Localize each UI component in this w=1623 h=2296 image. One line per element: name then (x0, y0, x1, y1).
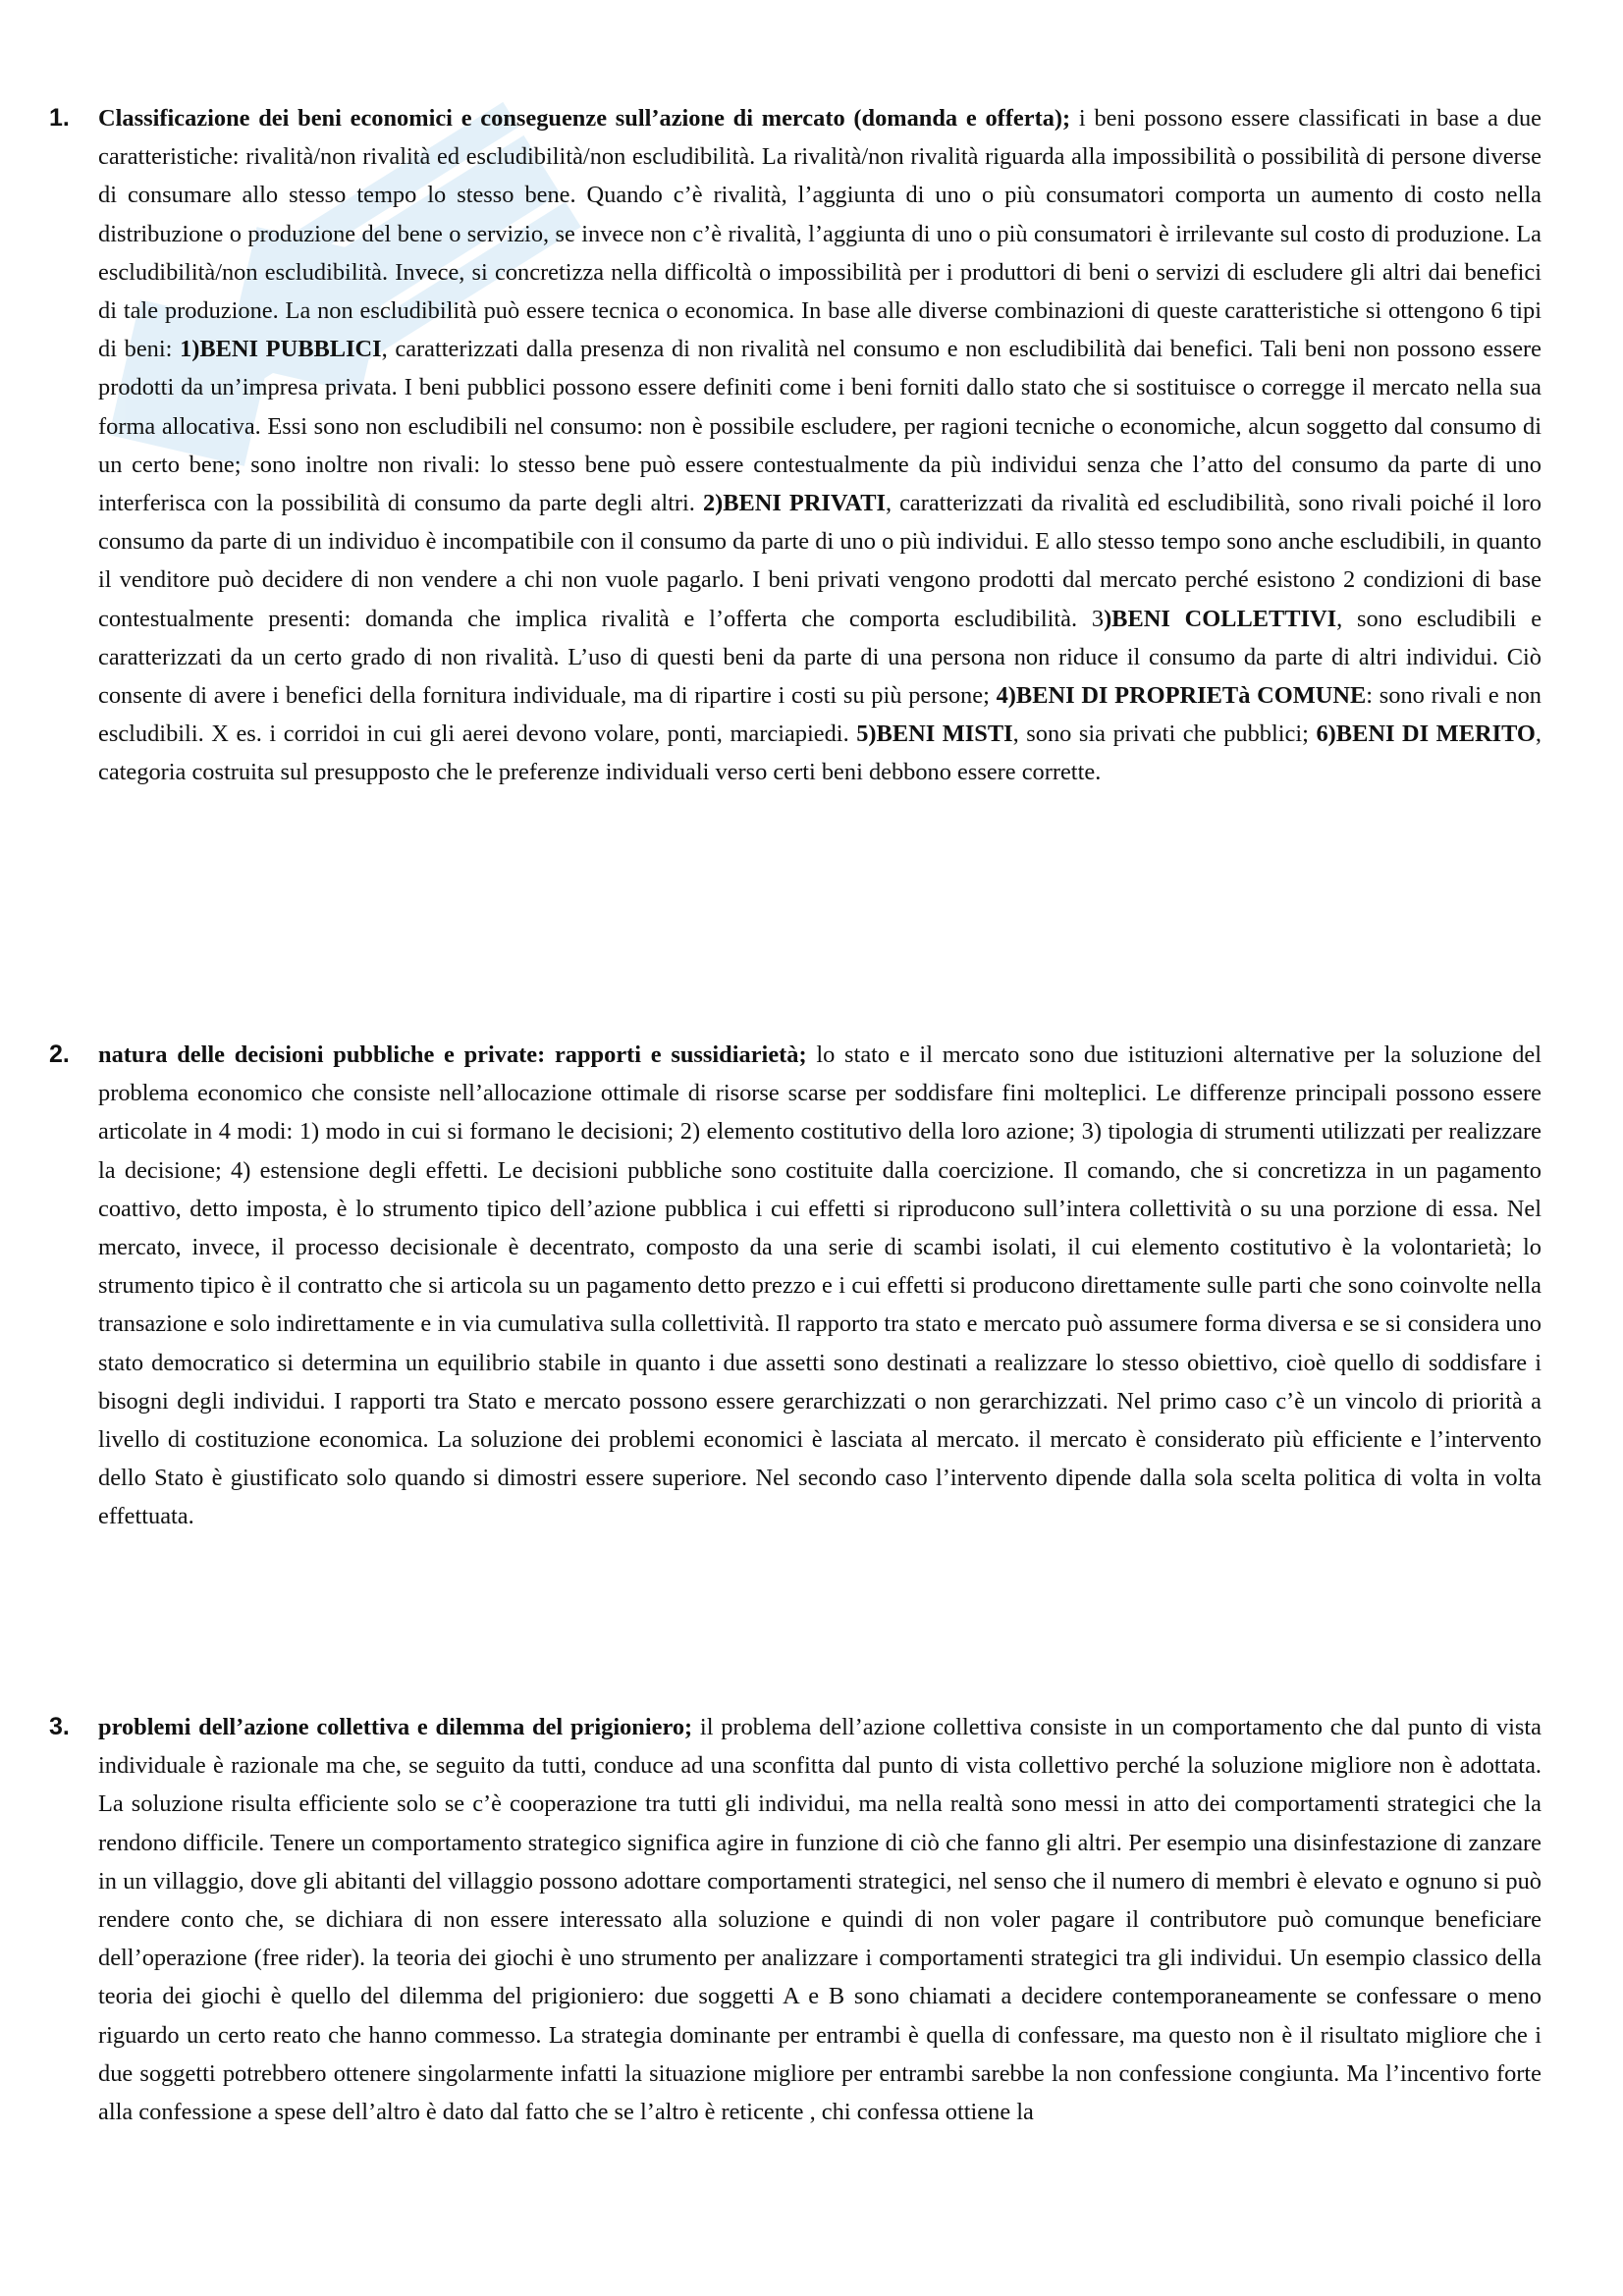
body-text: i beni possono essere classificati in base a due caratteristiche: rivalità/non rivalità ed escludibilità/non escludibilità. La rivalità/non rivalità riguarda alla impossibilità o possibilità di persone diverse di consumare allo stesso tempo lo stesso bene. Quando c’è rivalità, l’aggiunta di uno o più consumatori comporta un aumento di costo nella distribuzione o produzione del bene o servizio, se invece non c’è rivalità, l’aggiunta di uno o più consumatori è irrilevante sul costo di produzione. La escludibilità/non escludibilità. Invece, si concretizza nella difficoltà o impossibilità per i produttori di beni o servizi di escludere gli altri dai benefici di tale produzione. La non escludibilità può essere tecnica o economica. In base alle diverse combinazioni di queste caratteristiche si ottengono 6 tipi di beni: (98, 105, 1542, 363)
section-1 (49, 99, 1542, 792)
section-3-text (98, 1708, 1542, 2131)
bold-heading-text: 1)BENI PUBBLICI (180, 336, 382, 363)
bold-heading-text: 5)BENI MISTI (856, 721, 1013, 748)
section-2-text (98, 1036, 1542, 1536)
bold-heading-text: natura delle decisioni pubbliche e private: rapporti e sussidiarietà; (98, 1041, 807, 1068)
bold-heading-text: Classificazione dei beni economici e conseguenze sull’azione di mercato (domanda e offerta); (98, 105, 1071, 132)
body-text: , categoria costruita sul presupposto che le preferenze individuali verso certi beni debbono essere corrette. (98, 721, 1542, 786)
body-text: lo stato e il mercato sono due istituzioni alternative per la soluzione del problema economico che consiste nell’allocazione ottimale di risorse scarse per soddisfare fini molteplici. Le differenze principali possono essere articolate in 4 modi: 1) modo in cui si formano le decisioni; 2) elemento costitutivo della loro azione; 3) tipologia di strumenti utilizzati per realizzare la decisione; 4) estensione degli effetti. Le decisioni pubbliche sono costituite dalla coercizione. Il comando, che si concretizza in un pagamento coattivo, detto imposta, è lo strumento tipico dell’azione pubblica i cui effetti si riproducono sull’intera collettività o su una porzione di essa. Nel mercato, invece, il processo decisionale è decentrato, composto da una serie di scambi isolati, il cui elemento costitutivo è la volontarietà; lo strumento tipico è il contratto che si articola su un pagamento detto prezzo e i cui effetti si producono direttamente sulle parti che sono coinvolte nella transazione e solo indirettamente e in via cumulativa sulla collettività. Il rapporto tra stato e mercato può assumere forma diversa e se si considera uno stato democratico si determina un equilibrio stabile in quanto i due assetti sono destinati a realizzare lo stesso obiettivo, cioè quello di soddisfare i bisogni degli individui. I rapporti tra Stato e mercato possono essere gerarchizzati o non gerarchizzati. Nel primo caso c’è un vincolo di priorità a livello di costituzione economica. La soluzione dei problemi economici è lasciata al mercato. il mercato è considerato più efficiente e l’intervento dello Stato è giustificato solo quando si dimostri essere superiore. Nel secondo caso l’intervento dipende dalla sola scelta politica di volta in volta effettuata. (98, 1041, 1542, 1530)
body-text: , caratterizzati dalla presenza di non rivalità nel consumo e non escludibilità dai benefici. Tali beni non possono essere prodotti da un’impresa privata. I beni pubblici possono essere definiti come i beni forniti dallo stato che si sostituisce o corregge il mercato nella sua forma allocativa. Essi sono non escludibili nel consumo: non è possibile escludere, per ragioni tecniche o economiche, alcun soggetto dal consumo di un certo bene; sono inoltre non rivali: lo stesso bene può essere contestualmente da più individui senza che l’atto del consumo da parte di uno interferisca con la possibilità di consumo da parte degli altri. (98, 336, 1542, 517)
body-text: , sono sia privati che pubblici; (1012, 721, 1317, 748)
bold-heading-text: )BENI COLLETTIVI (1104, 605, 1337, 632)
section-1-text (98, 99, 1542, 792)
body-text: il problema dell’azione collettiva consiste in un comportamento che dal punto di vista individuale è razionale ma che, se seguito da tutti, conduce ad una sconfitta dal punto di vista collettivo perché la soluzione migliore non è adottata. La soluzione risulta efficiente solo se c’è cooperazione tra tutti gli individui, ma nella realtà sono messi in atto dei comportamenti strategici che la rendono difficile. Tenere un comportamento strategico significa agire in funzione di ciò che fanno gli altri. Per esempio una disinfestazione di zanzare in un villaggio, dove gli abitanti del villaggio possono adottare comportamenti strategici, nel senso che il numero di membri è elevato e ognuno si può rendere conto che, se dichiara di non essere interessato alla soluzione e quindi di non voler pagare il contributore può comunque beneficiare dell’operazione (free rider). la teoria dei giochi è uno strumento per analizzare i comportamenti strategici tra gli individui. Un esempio classico della teoria dei giochi è quello del dilemma del prigioniero: due soggetti A e B sono chiamati a decidere contemporaneamente se confessare o meno riguardo un certo reato che hanno commesso. La strategia dominante per entrambi è quella di confessare, ma questo non è il risultato migliore che i due soggetti potrebbero ottenere singolarmente infatti la situazione migliore per entrambi sarebbe la non confessione congiunta. Ma l’incentivo forte alla confessione a spese dell’altro è dato dal fatto che se l’altro è reticente , chi confessa ottiene la (98, 1714, 1542, 2126)
section-number: 3. (49, 1713, 70, 1740)
bold-heading-text: 6)BENI DI MERITO (1316, 721, 1536, 748)
section-number: 2. (49, 1041, 70, 1068)
bold-heading-text: 2)BENI PRIVATI (702, 490, 886, 517)
body-text: : sono rivali e non escludibili. X es. i corridoi in cui gli aerei devono volare, ponti, marciapiedi. (98, 682, 1542, 748)
body-text: , sono escludibili e caratterizzati da un certo grado di non rivalità. L’uso di questi beni da parte di una persona non riduce il consumo da parte di altri individui. Ciò consente di avere i benefici della fornitura individuale, ma di ripartire i costi su più persone; (98, 605, 1542, 710)
body-text: , caratterizzati da rivalità ed escludibilità, sono rivali poiché il loro consumo da parte di un individuo è incompatibile con il consumo da parte di uno o più individui. E allo stesso tempo sono anche escludibili, in quanto il venditore può decidere di non vendere a chi non vuole pagarlo. I beni privati vengono prodotti dal mercato perché esistono 2 condizioni di base contestualmente presenti: domanda che implica rivalità e l’offerta che comporta escludibilità. 3 (98, 490, 1542, 632)
bold-heading-text: problemi dell’azione collettiva e dilemma del prigioniero; (98, 1714, 693, 1740)
section-3 (49, 1708, 1542, 2131)
section-number: 1. (49, 104, 70, 132)
bold-heading-text: 4)BENI DI PROPRIETà COMUNE (996, 682, 1367, 710)
section-2 (49, 1036, 1542, 1536)
